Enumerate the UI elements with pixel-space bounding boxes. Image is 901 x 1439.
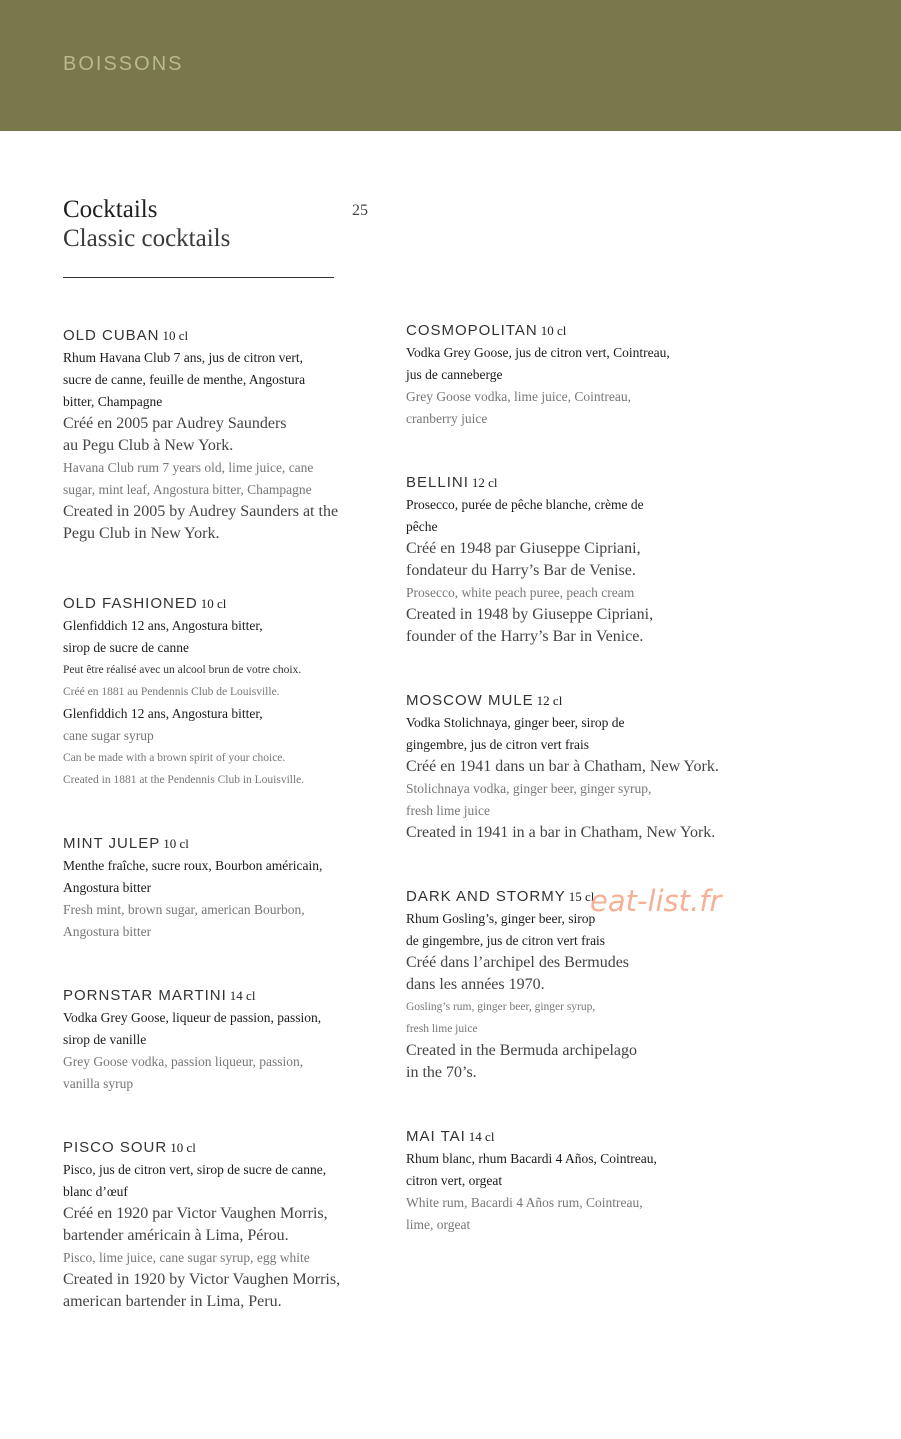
item-description-line: Stolichnaya vodka, ginger beer, ginger syrup, — [406, 781, 652, 796]
item-description-line: Créé en 2005 par Audrey Saunders — [63, 415, 287, 432]
item-description-line: Rhum Gosling’s, ginger beer, sirop — [406, 911, 596, 926]
item-header — [63, 593, 383, 615]
item-header — [63, 325, 383, 347]
item-description-line: Glenfiddich 12 ans, Angostura bitter, — [63, 706, 263, 721]
item-description-line: fondateur du Harry’s Bar de Venise. — [406, 562, 636, 579]
item-description-line: Havana Club rum 7 years old, lime juice, cane — [63, 460, 314, 475]
menu-item — [63, 833, 383, 943]
item-header — [406, 320, 726, 342]
item-name: BELLINI — [406, 474, 469, 491]
item-header — [63, 985, 383, 1007]
menu-item — [406, 320, 726, 430]
item-description-line: White rum, Bacardi 4 Años rum, Cointreau, — [406, 1195, 643, 1210]
item-description-line: Vodka Stolichnaya, ginger beer, sirop de — [406, 715, 625, 730]
item-description-line: Créé en 1948 par Giuseppe Cipriani, — [406, 540, 641, 557]
item-volume: 12 cl — [536, 693, 563, 708]
item-description-line: gingembre, jus de citron vert frais — [406, 737, 589, 752]
item-description-line: cranberry juice — [406, 411, 488, 426]
item-name: MAI TAI — [406, 1128, 466, 1145]
item-description-line: Rhum blanc, rhum Bacardi 4 Años, Cointreau, — [406, 1151, 657, 1166]
item-description-line: blanc d’œuf — [63, 1184, 128, 1199]
heading-block — [63, 195, 373, 253]
item-header — [406, 1126, 726, 1148]
section-title: BOISSONS — [63, 53, 184, 75]
item-volume: 12 cl — [471, 475, 498, 490]
item-description-line: Peut être réalisé avec un alcool brun de votre choix. — [63, 664, 302, 676]
item-description-line: bitter, Champagne — [63, 394, 163, 409]
item-description-line: Prosecco, white peach puree, peach cream — [406, 585, 635, 600]
item-description-line: Grey Goose vodka, lime juice, Cointreau, — [406, 389, 631, 404]
item-description-line: Créé en 1941 dans un bar à Chatham, New York. — [406, 758, 719, 775]
item-description-line: dans les années 1970. — [406, 976, 545, 993]
item-name: DARK AND STORMY — [406, 888, 566, 905]
item-description-line: Created in the Bermuda archipelago — [406, 1042, 638, 1059]
item-description-line: Grey Goose vodka, passion liqueur, passion, — [63, 1054, 304, 1069]
item-header — [406, 690, 726, 712]
item-description-line: Vodka Grey Goose, jus de citron vert, Cointreau, — [406, 345, 670, 360]
item-description-line: Rhum Havana Club 7 ans, jus de citron vert, — [63, 350, 303, 365]
item-description-line: de gingembre, jus de citron vert frais — [406, 933, 606, 948]
item-description-line: Created in 1920 by Victor Vaughen Morris, — [63, 1271, 341, 1288]
item-description-line: Pisco, lime juice, cane sugar syrup, egg white — [63, 1250, 310, 1265]
item-name: MOSCOW MULE — [406, 692, 534, 709]
divider — [63, 277, 334, 278]
item-description-line: pêche — [406, 519, 438, 534]
item-description-line: Fresh mint, brown sugar, american Bourbon, — [63, 902, 305, 917]
item-description-line: Créé en 1920 par Victor Vaughen Morris, — [63, 1205, 328, 1222]
item-description-line: Can be made with a brown spirit of your choice. — [63, 752, 286, 764]
item-name: OLD FASHIONED — [63, 595, 198, 612]
item-description-line: american bartender in Lima, Peru. — [63, 1293, 282, 1310]
item-description-line: bartender américain à Lima, Pérou. — [63, 1227, 289, 1244]
menu-item — [406, 1126, 726, 1236]
item-description-line: Créé dans l’archipel des Bermudes — [406, 954, 630, 971]
item-description-line: Created in 1948 by Giuseppe Cipriani, — [406, 606, 654, 623]
right-column — [406, 320, 726, 1236]
item-description-line: cane sugar syrup — [63, 728, 154, 743]
item-volume: 10 cl — [170, 1140, 196, 1155]
item-description-line: sirop de vanille — [63, 1032, 147, 1047]
item-description-line: Menthe fraîche, sucre roux, Bourbon américain, — [63, 858, 323, 873]
item-name: OLD CUBAN — [63, 327, 160, 344]
item-name: PORNSTAR MARTINI — [63, 987, 227, 1004]
item-description-line: sirop de sucre de canne — [63, 640, 189, 655]
item-description-line: au Pegu Club à New York. — [63, 437, 234, 454]
item-description-line: vanilla syrup — [63, 1076, 134, 1091]
header-bar — [0, 0, 901, 131]
item-volume: 14 cl — [468, 1129, 495, 1144]
item-description-line: fresh lime juice — [406, 803, 490, 818]
item-volume: 10 cl — [540, 323, 567, 338]
page-title: Cocktails — [63, 196, 158, 223]
item-volume: 10 cl — [163, 836, 189, 851]
item-header — [63, 1137, 383, 1159]
item-description-line: founder of the Harry’s Bar in Venice. — [406, 628, 644, 645]
item-description-line: Created in 1881 at the Pendennis Club in Louisville. — [63, 774, 305, 786]
menu-item — [406, 690, 726, 844]
item-description-line: fresh lime juice — [406, 1023, 478, 1035]
page-number: 25 — [352, 202, 368, 219]
item-description-line: lime, orgeat — [406, 1217, 471, 1232]
item-description-line: Gosling’s rum, ginger beer, ginger syrup, — [406, 1001, 596, 1013]
item-name: MINT JULEP — [63, 835, 161, 852]
item-volume: 15 cl — [568, 889, 595, 904]
left-column — [63, 325, 383, 1313]
item-description-line: citron vert, orgeat — [406, 1173, 503, 1188]
item-header — [63, 833, 383, 855]
item-description-line: Pegu Club in New York. — [63, 525, 220, 542]
menu-item — [63, 985, 383, 1095]
item-description-line: jus de canneberge — [406, 367, 503, 382]
item-volume: 10 cl — [200, 596, 227, 611]
item-description-line: Angostura bitter — [63, 880, 152, 895]
item-name: PISCO SOUR — [63, 1139, 168, 1156]
menu-item — [63, 325, 383, 545]
item-description-line: Pisco, jus de citron vert, sirop de sucre de canne, — [63, 1162, 327, 1177]
item-description-line: Prosecco, purée de pêche blanche, crème de — [406, 497, 644, 512]
item-header — [406, 472, 726, 494]
menu-item — [63, 593, 383, 791]
item-description-line: Angostura bitter — [63, 924, 152, 939]
item-description-line: in the 70’s. — [406, 1064, 477, 1081]
item-description-line: sucre de canne, feuille de menthe, Angostura — [63, 372, 306, 387]
item-description-line: Created in 1941 in a bar in Chatham, New York. — [406, 824, 716, 841]
item-volume: 14 cl — [229, 988, 256, 1003]
item-description-line: Créé en 1881 au Pendennis Club de Louisville. — [63, 686, 280, 698]
item-description-line: sugar, mint leaf, Angostura bitter, Champagne — [63, 482, 312, 497]
item-volume: 10 cl — [162, 328, 189, 343]
item-description-line: Created in 2005 by Audrey Saunders at the — [63, 503, 339, 520]
item-name: COSMOPOLITAN — [406, 322, 538, 339]
menu-item — [63, 1137, 383, 1313]
watermark: eat-list.fr — [590, 884, 722, 918]
item-description-line: Vodka Grey Goose, liqueur de passion, passion, — [63, 1010, 322, 1025]
menu-item — [406, 472, 726, 648]
page-subtitle: Classic cocktails — [63, 225, 231, 252]
item-description-line: Glenfiddich 12 ans, Angostura bitter, — [63, 618, 263, 633]
